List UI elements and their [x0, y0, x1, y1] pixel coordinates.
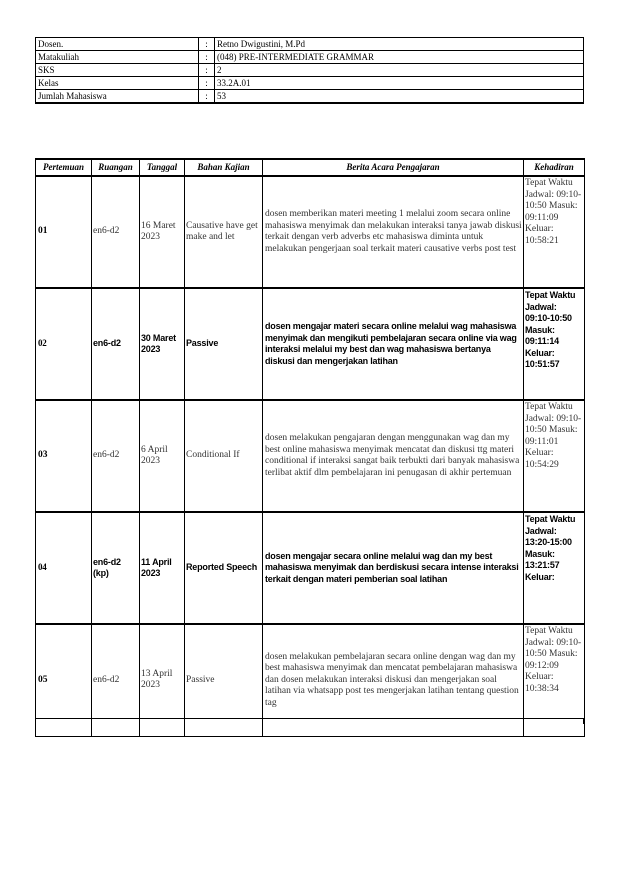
cell-tanggal: 6 April 2023 [140, 400, 185, 512]
info-row-kelas [36, 77, 584, 90]
cell-bahan-kajian: Passive [185, 624, 263, 736]
info-separator: : [199, 38, 215, 51]
cell-bahan-kajian: Passive [185, 288, 263, 400]
info-value: (048) PRE-INTERMEDIATE GRAMMAR [215, 51, 584, 64]
cell-bahan-kajian: Reported Speech [185, 512, 263, 624]
cell-berita-acara: dosen mengajar secara online melalui wag dan my best mahasiswa menyimak dan berdiskusi secara intense interaksi terkait dengan materi pemberian soal latihan [263, 512, 524, 624]
cell-kehadiran: Tepat Waktu Jadwal: 13:20-15:00 Masuk: 13:21:57 Keluar: [524, 512, 585, 624]
cell-pertemuan: 03 [36, 400, 92, 512]
info-row-jumlah-mahasiswa [36, 90, 584, 104]
info-value: Retno Dwigustini, M.Pd [215, 38, 584, 51]
header-bahan-kajian: Bahan Kajian [185, 159, 263, 176]
cell-tanggal: 30 Maret 2023 [140, 288, 185, 400]
table-continuation [35, 718, 584, 724]
cell-kehadiran: Tepat Waktu Jadwal: 09:10-10:50 Masuk: 09:12:09 Keluar: 10:38:34 [524, 624, 585, 736]
header-kehadiran: Kehadiran [524, 159, 585, 176]
cell-berita-acara: dosen melakukan pengajaran dengan menggunakan wag dan my best online mahasiswa menyimak mencatat dan diskusi ttg materi conditional if interaksi sangat baik terbukti dari banyak mahasiswa terlibat aktif dlm pembelajaran ini penugasan di akhir pertemuan [263, 400, 524, 512]
header-ruangan: Ruangan [92, 159, 140, 176]
cell-bahan-kajian: Conditional If [185, 400, 263, 512]
info-separator: : [199, 90, 215, 104]
course-info-table [35, 37, 584, 104]
table-row [36, 176, 585, 288]
info-label: SKS [36, 64, 199, 77]
header-tanggal: Tanggal [140, 159, 185, 176]
info-value: 53 [215, 90, 584, 104]
header-pertemuan: Pertemuan [36, 159, 92, 176]
info-label: Dosen. [36, 38, 199, 51]
cell-berita-acara: dosen memberikan materi meeting 1 melalui zoom secara online mahasiswa menyimak dan melakukan interaksi tanya jawab diskusi terkait dengan verb adverbs etc mahasiswa diminta untuk melakukan pengerjaan soal terkait materi causative verbs post test [263, 176, 524, 288]
info-value: 33.2A.01 [215, 77, 584, 90]
cell-kehadiran: Tepat Waktu Jadwal: 09:10-10:50 Masuk: 09:11:09 Keluar: 10:58:21 [524, 176, 585, 288]
cell-pertemuan: 05 [36, 624, 92, 736]
cell-ruangan: en6-d2 [92, 624, 140, 736]
table-row [36, 512, 585, 624]
info-label: Jumlah Mahasiswa [36, 90, 199, 104]
cell-kehadiran: Tepat Waktu Jadwal: 09:10-10:50 Masuk: 09:11:14 Keluar: 10:51:57 [524, 288, 585, 400]
info-row-matakuliah [36, 51, 584, 64]
cell-pertemuan: 02 [36, 288, 92, 400]
info-label: Matakuliah [36, 51, 199, 64]
cell-berita-acara: dosen mengajar materi secara online melalui wag mahasiswa menyimak dan mengikuti pembelajaran secara online via wag interaksi melalui my best dan wag mahasiswa bertanya diskusi dan mengerjakan latihan [263, 288, 524, 400]
cell-berita-acara: dosen melakukan pembelajaran secara online dengan wag dan my best mahasiswa menyimak dan mencatat pembelajaran mahasiswa dan dosen melakukan interaksi diskusi dan mengerjakan soal latihan via whatsapp post tes mengerjakan latihan tentang question tag [263, 624, 524, 736]
info-label: Kelas [36, 77, 199, 90]
info-row-dosen [36, 38, 584, 51]
info-separator: : [199, 51, 215, 64]
table-row [36, 400, 585, 512]
info-value: 2 [215, 64, 584, 77]
cell-pertemuan: 01 [36, 176, 92, 288]
cell-pertemuan: 04 [36, 512, 92, 624]
info-row-sks [36, 64, 584, 77]
cell-tanggal: 16 Maret 2023 [140, 176, 185, 288]
cell-ruangan: en6-d2 [92, 288, 140, 400]
cell-ruangan: en6-d2 [92, 176, 140, 288]
header-berita-acara: Berita Acara Pengajaran [263, 159, 524, 176]
attendance-table [35, 158, 585, 737]
cell-kehadiran: Tepat Waktu Jadwal: 09:10-10:50 Masuk: 09:11:01 Keluar: 10:54:29 [524, 400, 585, 512]
table-row [36, 288, 585, 400]
cell-ruangan: en6-d2 [92, 400, 140, 512]
table-header-row [36, 159, 585, 176]
cell-tanggal: 13 April 2023 [140, 624, 185, 736]
info-separator: : [199, 77, 215, 90]
cell-ruangan: en6-d2 (kp) [92, 512, 140, 624]
cell-bahan-kajian: Causative have get make and let [185, 176, 263, 288]
cell-tanggal: 11 April 2023 [140, 512, 185, 624]
info-separator: : [199, 64, 215, 77]
